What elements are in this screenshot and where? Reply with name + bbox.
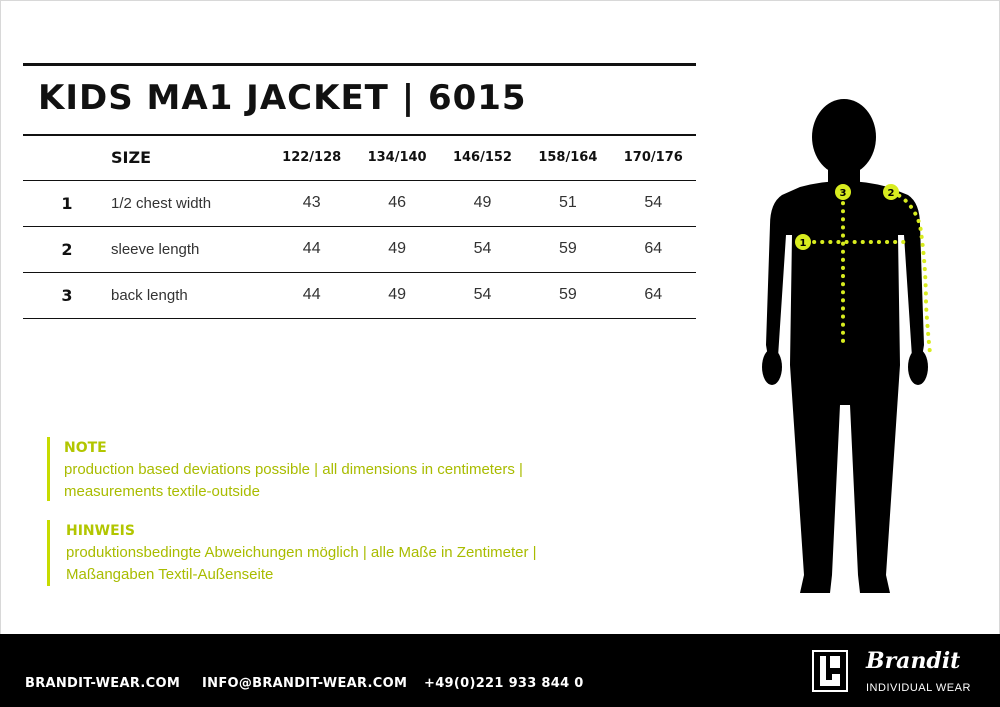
header-size-0: 122/128 (282, 150, 342, 166)
brand-tagline: INDIVIDUAL WEAR (866, 682, 971, 694)
page-title: KIDS MA1 JACKET | 6015 (38, 78, 527, 118)
row-number: 2 (61, 239, 73, 259)
marker-3 (835, 184, 851, 200)
brand-name: Brandit (866, 648, 961, 674)
table-row (23, 226, 696, 272)
note-line-2: measurements textile-outside (64, 483, 260, 500)
cell-value: 59 (558, 286, 577, 303)
top-rule (23, 63, 696, 66)
svg-text:1: 1 (799, 238, 807, 249)
footer (0, 634, 1000, 707)
cell-value: 54 (644, 194, 663, 211)
row-label: sleeve length (111, 240, 200, 258)
cell-value: 49 (473, 194, 492, 211)
size-table (23, 136, 696, 319)
cell-value: 64 (644, 240, 663, 257)
cell-value: 51 (558, 194, 577, 211)
footer-email-link[interactable]: INFO@BRANDIT-WEAR.COM (202, 676, 408, 691)
cell-value: 49 (388, 286, 406, 303)
header-size-3: 158/164 (538, 150, 598, 166)
row-label: 1/2 chest width (111, 194, 212, 212)
hinweis-line-1: produktionsbedingte Abweichungen möglich | alle Maße in Zentimeter | (66, 544, 537, 561)
row-number: 3 (61, 285, 73, 305)
header-num-cell (23, 136, 111, 180)
row-label: back length (111, 286, 188, 304)
hinweis-line-2: Maßangaben Textil-Außenseite (66, 566, 274, 583)
row-number: 1 (61, 193, 73, 213)
svg-text:3: 3 (839, 188, 847, 199)
table-header-row (23, 136, 696, 180)
footer-phone: +49(0)221 933 844 0 (424, 676, 584, 691)
measurement-figure (740, 95, 970, 600)
cell-value: 49 (388, 240, 406, 257)
svg-text:2: 2 (887, 188, 895, 199)
table-row (23, 272, 696, 318)
note-line-1: production based deviations possible | all dimensions in centimeters | (64, 461, 523, 478)
marker-1 (795, 234, 811, 250)
cell-value: 59 (558, 240, 577, 257)
cell-value: 44 (302, 286, 321, 303)
header-size-2: 146/152 (452, 150, 512, 166)
hinweis-accent-bar (47, 520, 50, 586)
cell-value: 43 (302, 194, 321, 211)
marker-2 (883, 184, 899, 200)
footer-website-link[interactable]: BRANDIT-WEAR.COM (25, 676, 181, 691)
header-size-1: 134/140 (367, 150, 427, 166)
header-size-4: 170/176 (623, 150, 683, 166)
cell-value: 44 (302, 240, 321, 257)
table-row (23, 180, 696, 226)
note-heading: NOTE (64, 440, 107, 456)
cell-value: 46 (388, 194, 406, 211)
brand-logo-icon (812, 650, 848, 692)
cell-value: 64 (644, 286, 663, 303)
body-silhouette (762, 99, 928, 593)
header-size-label: SIZE (111, 148, 152, 168)
cell-value: 54 (473, 286, 492, 303)
hinweis-heading: HINWEIS (66, 523, 135, 539)
cell-value: 54 (473, 240, 492, 257)
note-accent-bar (47, 437, 50, 501)
